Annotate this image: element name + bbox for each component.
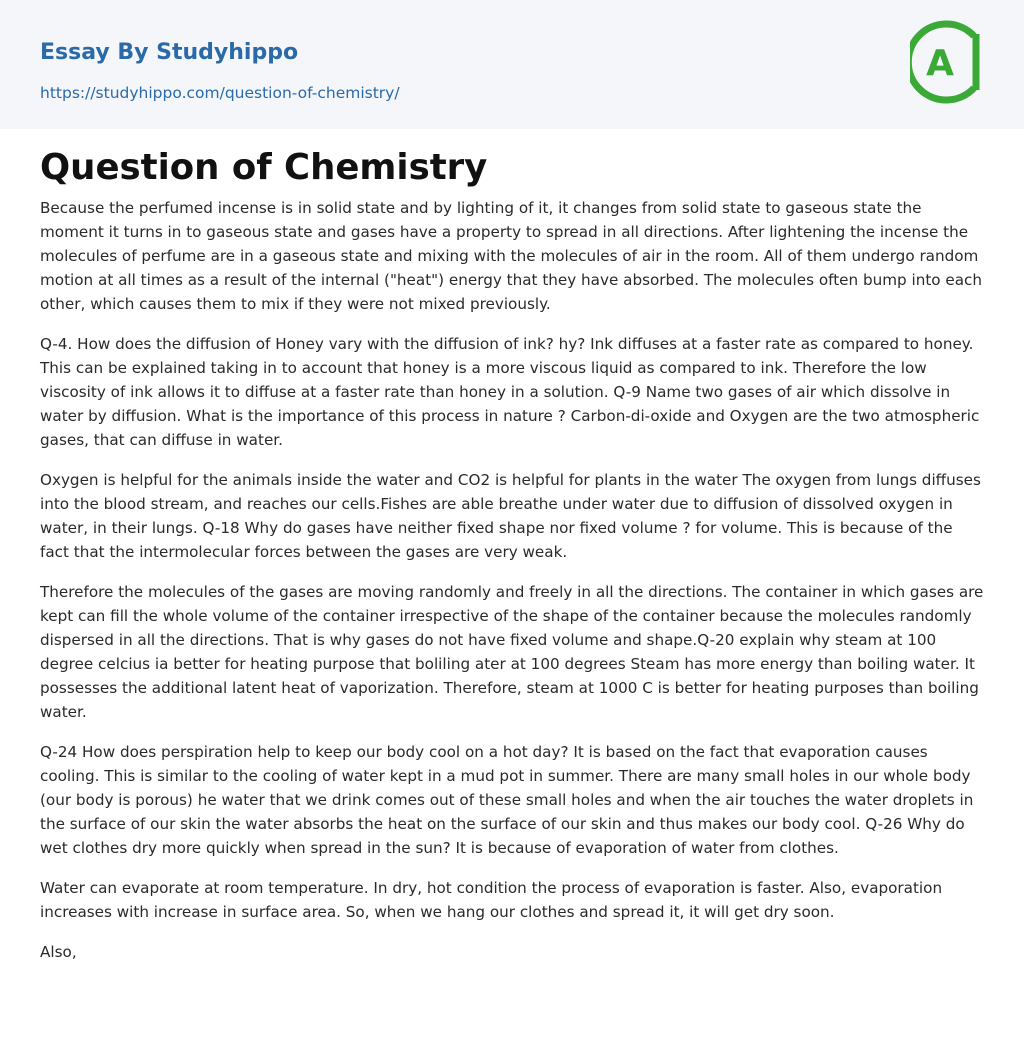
essay-paragraph: Because the perfumed incense is in solid state and by lighting of it, it changes from solid state to gaseous state the moment it turns in to gaseous state and gases have a property to spread in all directions. After lightening the incense the molecules of perfume are in a gaseous state and mixing with the molecules of air in the room. All of them undergo random motion at all times as a result of the internal ("heat") energy that they have absorbed. The molecules often bump into each other, which causes them to mix if they were not mixed previously. xyxy=(40,199,983,313)
essay-paragraph: Oxygen is helpful for the animals inside the water and CO2 is helpful for plants in the water The oxygen from lungs diffuses into the blood stream, and reaches our cells.Fishes are able breathe under water due to diffusion of dissolved oxygen in water, in their lungs. Q-18 Why do gases have neither fixed shape nor fixed volume ? for volume. This is because of the fact that the intermolecular forces between the gases are very weak. xyxy=(40,471,981,561)
page-title: Question of Chemistry xyxy=(40,147,488,188)
essay-paragraph: Therefore the molecules of the gases are moving randomly and freely in all the directions. The container in which gases are kept can fill the whole volume of the container irrespective of the shape of the container because the molecules randomly dispersed in all the directions. That is why gases do not have fixed volume and shape.Q-20 explain why steam at 100 degree celcius ia better for heating purpose that boliling ater at 100 degrees Steam has more energy than boiling water. It possesses the additional latent heat of vaporization. Therefore, steam at 1000 C is better for heating purposes than boiling water. xyxy=(40,583,984,721)
essay-paragraph: Water can evaporate at room temperature. In dry, hot condition the process of evaporation is faster. Also, evaporation increases with increase in surface area. So, when we hang our clothes and spread it, it will get dry soon. xyxy=(40,879,943,921)
essay-paragraph: Q-4. How does the diffusion of Honey vary with the diffusion of ink? hy? Ink diffuses at a faster rate as compared to honey. This can be explained taking in to account that honey is a more viscous liquid as compared to ink. Therefore the low viscosity of ink allows it to diffuse at a faster rate than honey in a solution. Q-9 Name two gases of air which dissolve in water by diffusion. What is the importance of this process in nature ? Carbon-di-oxide and Oxygen are the two atmospheric gases, that can diffuse in water. xyxy=(40,335,980,449)
studyhippo-logo-icon[interactable] xyxy=(910,18,988,106)
essay-content xyxy=(0,129,1024,964)
site-header xyxy=(0,0,1024,129)
essay-url-link[interactable]: https://studyhippo.com/question-of-chemistry/ xyxy=(40,84,400,102)
logo-letter: A xyxy=(926,43,954,84)
essay-paragraph: Q-24 How does perspiration help to keep our body cool on a hot day? It is based on the fact that evaporation causes cooling. This is similar to the cooling of water kept in a mud pot in summer. There are many small holes in our whole body (our body is porous) he water that we drink comes out of these small holes and when the air touches the water droplets in the surface of our skin the water absorbs the heat on the surface of our skin and thus makes our body cool. Q-26 Why do wet clothes dry more quickly when spread in the sun? It is because of evaporation of water from clothes. xyxy=(40,743,974,857)
essay-paragraph: Also, xyxy=(40,943,77,961)
brand-title[interactable]: Essay By Studyhippo xyxy=(40,40,299,65)
